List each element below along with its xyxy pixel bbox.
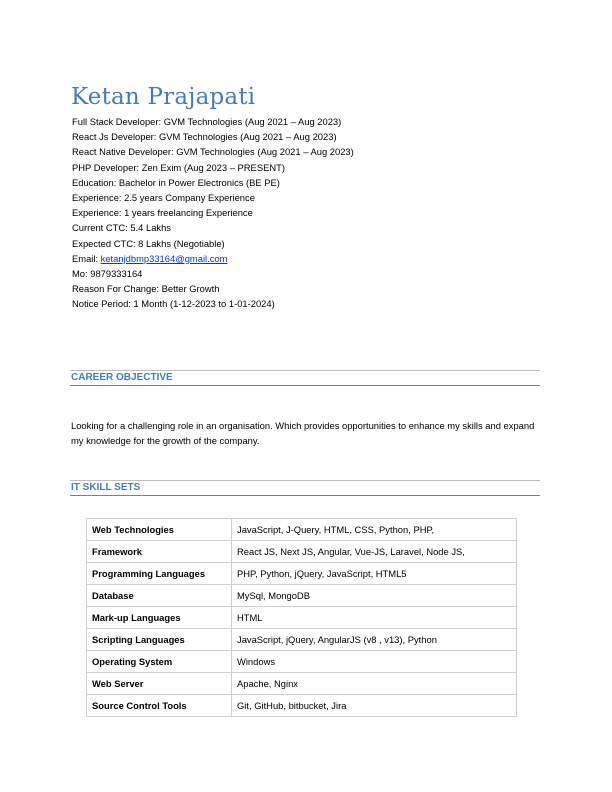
skill-category: Mark-up Languages — [87, 607, 232, 629]
info-line: Experience: 2.5 years Company Experience — [72, 192, 255, 204]
section-divider — [70, 480, 540, 481]
info-line: Education: Bachelor in Power Electronics (BE PE) — [72, 176, 280, 188]
skill-category: Programming Languages — [87, 563, 232, 585]
table-row — [87, 607, 517, 629]
info-line: React Js Developer: GVM Technologies (Aug 2021 – Aug 2023) — [72, 131, 337, 143]
it-skills-heading: IT SKILL SETS — [71, 482, 141, 493]
table-row — [87, 673, 517, 695]
personal-info — [72, 114, 372, 311]
notice-line: Notice Period: 1 Month (1-12-2023 to 1-01-2024) — [72, 298, 275, 310]
candidate-name: Ketan Prajapati — [71, 84, 256, 110]
table-row — [87, 629, 517, 651]
skills-table — [86, 518, 517, 717]
email-line — [72, 251, 372, 266]
skill-category: Operating System — [87, 651, 232, 673]
email-label: Email: — [72, 252, 101, 264]
skill-value: JavaScript, J-Query, HTML, CSS, Python, PHP, — [232, 519, 517, 541]
table-row — [87, 563, 517, 585]
section-divider — [70, 370, 540, 371]
skill-value: React JS, Next JS, Angular, Vue-JS, Laravel, Node JS, — [232, 541, 517, 563]
mobile-line: Mo: 9879333164 — [72, 268, 143, 280]
career-objective-heading: CAREER OBJECTIVE — [71, 372, 173, 383]
table-row — [87, 519, 517, 541]
skill-category: Web Technologies — [87, 519, 232, 541]
skill-category: Source Control Tools — [87, 695, 232, 717]
skill-category: Scripting Languages — [87, 629, 232, 651]
info-line: Current CTC: 5.4 Lakhs — [72, 222, 171, 234]
skill-category: Web Server — [87, 673, 232, 695]
info-line: PHP Developer: Zen Exim (Aug 2023 – PRESENT) — [72, 161, 285, 173]
skill-category: Framework — [87, 541, 232, 563]
skill-value: PHP, Python, jQuery, JavaScript, HTML5 — [232, 563, 517, 585]
skill-value: JavaScript, jQuery, AngularJS (v8 , v13), Python — [232, 629, 517, 651]
info-line: Expected CTC: 8 Lakhs (Negotiable) — [72, 237, 225, 249]
section-divider — [70, 495, 540, 496]
skill-value: Windows — [232, 651, 517, 673]
career-objective-text: Looking for a challenging role in an organisation. Which provides opportunities to enhance my skills and expand my knowledge for the growth of the company. — [71, 420, 535, 446]
table-row — [87, 585, 517, 607]
skill-category: Database — [87, 585, 232, 607]
info-line: Experience: 1 years freelancing Experience — [72, 207, 253, 219]
section-divider — [70, 385, 540, 386]
reason-line: Reason For Change: Better Growth — [72, 283, 220, 295]
skill-value: MySql, MongoDB — [232, 585, 517, 607]
skill-value: HTML — [232, 607, 517, 629]
table-row — [87, 695, 517, 717]
email-link[interactable]: ketanjdbmp33164@gmail.com — [100, 252, 228, 264]
table-row — [87, 651, 517, 673]
table-row — [87, 541, 517, 563]
info-line: Full Stack Developer: GVM Technologies (Aug 2021 – Aug 2023) — [72, 116, 342, 127]
info-line: React Native Developer: GVM Technologies (Aug 2021 – Aug 2023) — [72, 146, 354, 158]
skill-value: Apache, Nginx — [232, 673, 517, 695]
skill-value: Git, GitHub, bitbucket, Jira — [232, 695, 517, 717]
